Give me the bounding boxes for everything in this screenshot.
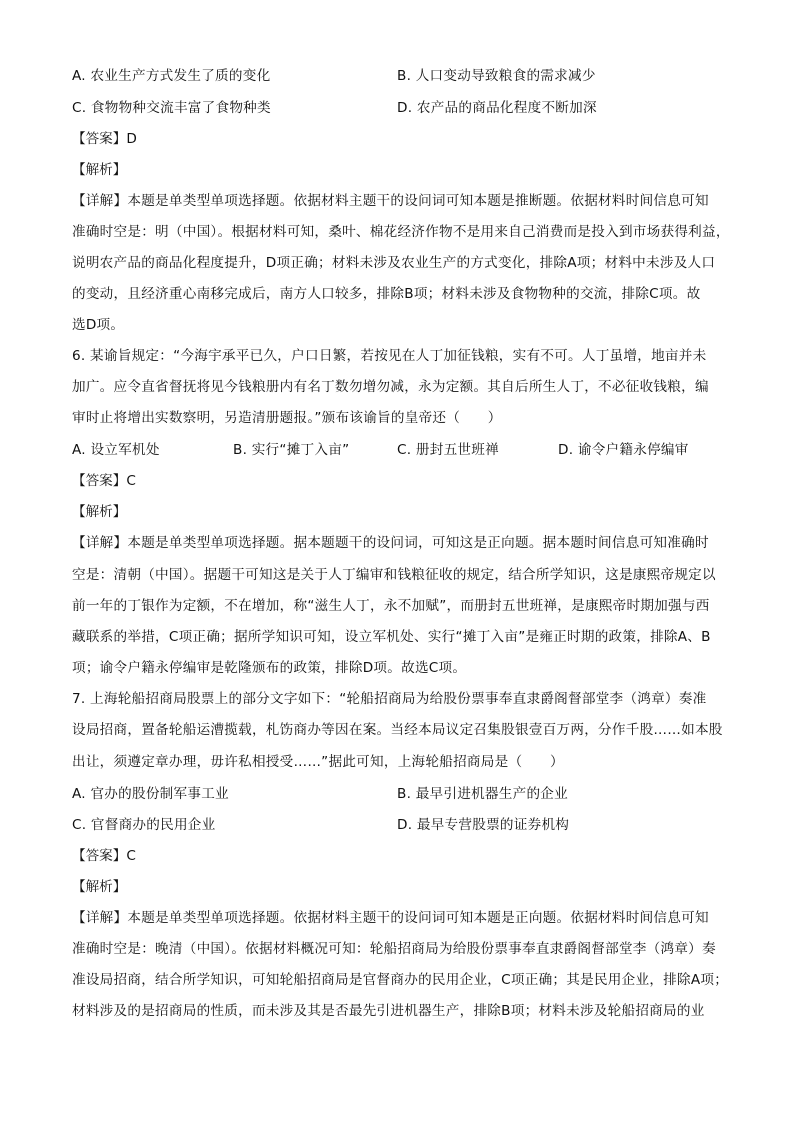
q5-detail-line: 准确时空是：明（中国）。根据材料可知，桑叶、棉花经济作物不是用来自己消费而是投入到市场获得利益， [72,224,730,240]
q6-stem-line: 加广。应令直省督抚将见今钱粮册内有名丁数勿增勿减，永为定额。其自后所生人丁，不必征收钱粮，编 [72,379,709,395]
q7-stem-line: 出让，须遵定章办理，毋许私相授受……”据此可知，上海轮船招商局是（ ） [72,754,564,770]
q5-option-c: C. 食物物种交流丰富了食物种类 [72,100,271,116]
q7-option-a: A. 官办的股份制军事工业 [72,786,229,802]
q6-analysis-label: 【解析】 [72,504,127,520]
q5-detail-line: 选D项。 [72,317,125,333]
q7-answer: 【答案】C [72,848,136,864]
q7-stem-line: 设局招商，置备轮船运漕揽载，札饬商办等因在案。当经本局议定召集股银壹百万两，分作千股……如本股 [72,722,723,738]
q6-detail-line: 藏联系的举措，C项正确；据所学知识可知，设立军机处、实行“摊丁入亩”是雍正时期的政策，排除A、B [72,629,711,645]
q6-option-d: D. 谕令户籍永停编审 [558,442,689,458]
q6-stem-line: 6. 某谕旨规定：“今海宇承平已久，户口日繁，若按见在人丁加征钱粮，实有不可。人丁虽增，地亩并未 [72,348,707,364]
q7-option-b: B. 最早引进机器生产的企业 [397,786,568,802]
q5-detail-line: 【详解】本题是单类型单项选择题。依据材料主题干的设问词可知本题是推断题。依据材料时间信息可知 [72,193,709,209]
q7-detail-line: 【详解】本题是单类型单项选择题。依据材料主题干的设问词可知本题是正向题。依据材料时间信息可知 [72,910,709,926]
q5-answer: 【答案】D [72,131,137,147]
q6-detail-line: 前一年的丁银作为定额，不在增加，称“滋生人丁，永不加赋”，而册封五世班禅，是康熙帝时期加强与西 [72,598,710,614]
q7-option-d: D. 最早专营股票的证券机构 [397,817,570,833]
q5-option-d: D. 农产品的商品化程度不断加深 [397,100,597,116]
q5-analysis-label: 【解析】 [72,162,127,178]
q6-stem-line: 审时止将增出实数察明，另造清册题报。”颁布该谕旨的皇帝还（ ） [72,410,502,426]
q6-detail-line: 空是：清朝（中国）。据题干可知这是关于人丁编审和钱粮征收的规定，结合所学知识，这是康熙帝规定以 [72,567,716,583]
q7-analysis-label: 【解析】 [72,879,127,895]
q7-detail-line: 材料涉及的是招商局的性质，而未涉及其是否最先引进机器生产，排除B项；材料未涉及轮船招商局的业 [72,1003,705,1019]
q5-detail-line: 的变动，且经济重心南移完成后，南方人口较多，排除B项；材料未涉及食物物种的交流，排除C项。故 [72,286,701,302]
q6-option-b: B. 实行“摊丁入亩” [233,442,350,458]
q7-detail-line: 准设局招商，结合所学知识，可知轮船招商局是官督商办的民用企业，C项正确；其是民用企业，排除A项； [72,972,729,988]
q6-answer: 【答案】C [72,473,136,489]
q7-option-c: C. 官督商办的民用企业 [72,817,216,833]
q6-option-c: C. 册封五世班禅 [397,442,499,458]
q5-option-b: B. 人口变动导致粮食的需求减少 [397,68,596,84]
q5-detail-line: 说明农产品的商品化程度提升，D项正确；材料未涉及农业生产的方式变化，排除A项；材料中未涉及人口 [72,255,716,271]
q7-detail-line: 准确时空是：晚清（中国）。依据材料概况可知：轮船招商局为给股份票事奉直隶爵阁督部堂李（鸿章）奏 [72,941,716,957]
q6-option-a: A. 设立军机处 [72,442,160,458]
q6-detail-line: 【详解】本题是单类型单项选择题。据本题题干的设问词，可知这是正向题。据本题时间信息可知准确时 [72,535,709,551]
q5-option-a: A. 农业生产方式发生了质的变化 [72,68,271,84]
q7-stem-line: 7. 上海轮船招商局股票上的部分文字如下：“轮船招商局为给股份票事奉直隶爵阁督部堂李（鸿章）奏准 [72,691,707,707]
q6-detail-line: 项；谕令户籍永停编审是乾隆颁布的政策，排除D项。故选C项。 [72,660,467,676]
